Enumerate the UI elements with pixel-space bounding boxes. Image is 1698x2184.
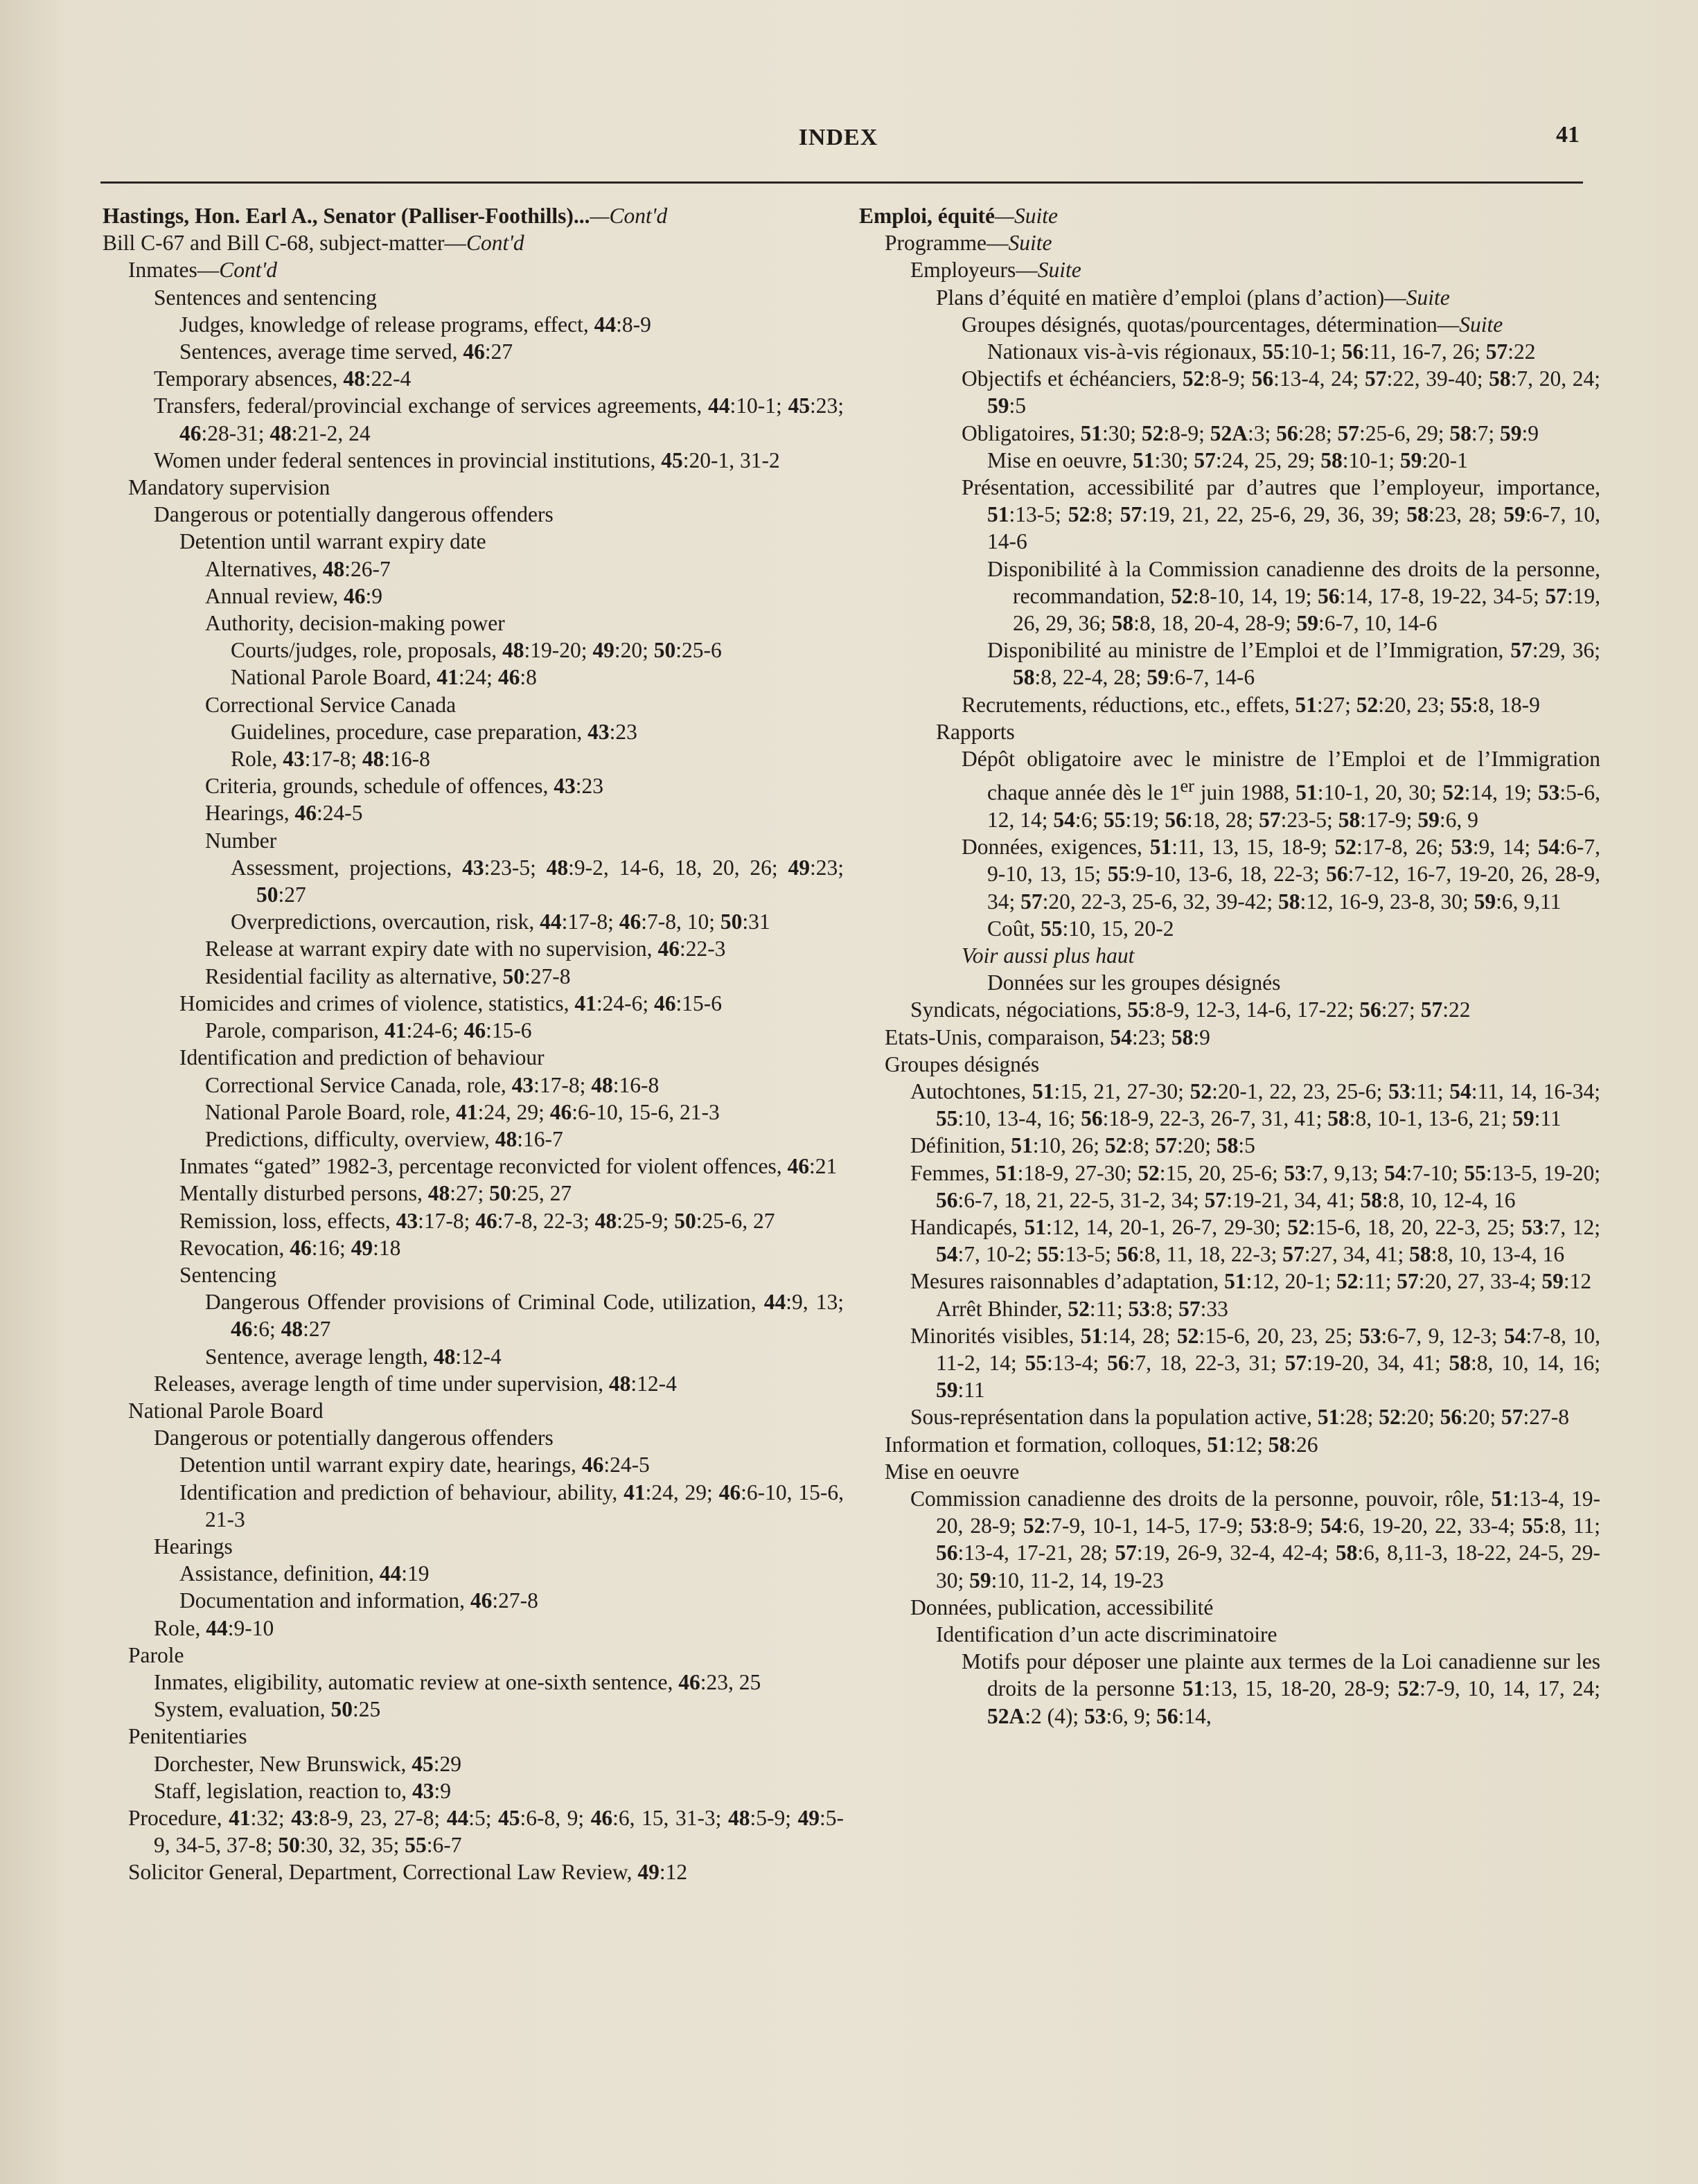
index-entry: Employeurs—Suite	[910, 258, 1081, 283]
index-entry: Définition, 51:10, 26; 52:8; 57:20; 58:5	[910, 1133, 1255, 1158]
index-entry: Autochtones, 51:15, 21, 27-30; 52:20-1, 22, 23, 25-6; 53:11; 54:11, 14, 16-34; 55:10, 13-4, 16; 56:18-9, 22-3, 26-7, 31, 41; 58:8, 10-1, 13-6, 21; 59:11	[910, 1079, 1600, 1131]
index-entry: Inmates, eligibility, automatic review at one-sixth sentence, 46:23, 25	[154, 1669, 761, 1694]
index-entry: Hearings	[154, 1534, 233, 1559]
index-column-left	[103, 202, 844, 1886]
index-entry: Residential facility as alternative, 50:27-8	[205, 964, 571, 988]
index-entry: Dorchester, New Brunswick, 45:29	[154, 1751, 462, 1776]
index-entry: Données, exigences, 51:11, 13, 15, 18-9; 52:17-8, 26; 53:9, 14; 54:6-7, 9-10, 13, 15; 55:9-10, 13-6, 18, 22-3; 56:7-12, 16-7, 19-20, 26, 28-9, 34; 57:20, 22-3, 25-6, 32, 39-42; 58:12, 16-9, 23-8, 30; 59:6, 9,11	[962, 835, 1601, 914]
index-entry: Revocation, 46:16; 49:18	[179, 1235, 401, 1260]
index-entry: Présentation, accessibilité par d’autres que l’employeur, importance, 51:13-5; 52:8; 57:19, 21, 22, 25-6, 29, 36, 39; 58:23, 28; 59:6-7, 10, 14-6	[962, 475, 1600, 554]
page-number: 41	[1556, 122, 1580, 148]
index-entry: Authority, decision-making power	[205, 611, 505, 636]
index-entry: Women under federal sentences in provincial institutions, 45:20-1, 31-2	[154, 447, 780, 472]
index-entry: Mise en oeuvre	[885, 1459, 1020, 1484]
index-entry: System, evaluation, 50:25	[154, 1697, 381, 1722]
index-entry: Dangerous Offender provisions of Criminal Code, utilization, 44:9, 13; 46:6; 48:27	[205, 1290, 844, 1342]
index-entry: Disponibilité à la Commission canadienne des droits de la personne, recommandation, 52:8-10, 14, 19; 56:14, 17-8, 19-22, 34-5; 57:19, 26, 29, 36; 58:8, 18, 20-4, 28-9; 59:6-7, 10, 14-6	[987, 556, 1600, 636]
index-entry: Alternatives, 48:26-7	[205, 556, 391, 581]
index-entry: Etats-Unis, comparaison, 54:23; 58:9	[885, 1024, 1210, 1049]
index-entry: Predictions, difficulty, overview, 48:16-7	[205, 1126, 563, 1151]
index-entry: Identification d’un acte discriminatoire	[936, 1622, 1277, 1647]
index-entry: Correctional Service Canada	[205, 692, 457, 717]
index-entry: Bill C-67 and Bill C-68, subject-matter—Cont'd	[103, 231, 524, 256]
index-entry: Identification and prediction of behaviour	[179, 1045, 545, 1070]
index-heading: Hastings, Hon. Earl A., Senator (Palliser-Foothills)...—Cont'd	[103, 204, 668, 228]
index-entry: Coût, 55:10, 15, 20-2	[987, 916, 1174, 941]
index-entry: Syndicats, négociations, 55:8-9, 12-3, 14-6, 17-22; 56:27; 57:22	[910, 997, 1471, 1022]
page-title: INDEX	[798, 125, 878, 150]
index-entry: Temporary absences, 48:22-4	[154, 366, 412, 391]
index-entry: Documentation and information, 46:27-8	[179, 1588, 538, 1613]
index-entry: Information et formation, colloques, 51:12; 58:26	[885, 1432, 1318, 1457]
index-entry: Objectifs et échéanciers, 52:8-9; 56:13-4, 24; 57:22, 39-40; 58:7, 20, 24; 59:5	[962, 366, 1600, 418]
index-entry: Releases, average length of time under supervision, 48:12-4	[154, 1371, 677, 1396]
index-entry: Groupes désignés, quotas/pourcentages, détermination—Suite	[962, 312, 1503, 337]
index-entry: Motifs pour déposer une plainte aux termes de la Loi canadienne sur les droits de la personne 51:13, 15, 18-20, 28-9; 52:7-9, 10, 14, 17, 24; 52A:2 (4); 53:6, 9; 56:14,	[962, 1649, 1600, 1728]
index-entry: Remission, loss, effects, 43:17-8; 46:7-8, 22-3; 48:25-9; 50:25-6, 27	[179, 1208, 775, 1233]
index-entry: Staff, legislation, reaction to, 43:9	[154, 1778, 451, 1803]
index-entry: Nationaux vis-à-vis régionaux, 55:10-1; 56:11, 16-7, 26; 57:22	[987, 339, 1536, 364]
index-entry: Criteria, grounds, schedule of offences, 43:23	[205, 774, 604, 799]
index-entry: Mentally disturbed persons, 48:27; 50:25, 27	[179, 1181, 572, 1206]
index-entry: Plans d’équité en matière d’emploi (plans d’action)—Suite	[936, 285, 1450, 310]
index-entry: Handicapés, 51:12, 14, 20-1, 26-7, 29-30; 52:15-6, 18, 20, 22-3, 25; 53:7, 12; 54:7, 10-2; 55:13-5; 56:8, 11, 18, 22-3; 57:27, 34, 41; 58:8, 10, 13-4, 16	[910, 1215, 1600, 1267]
index-entry: Annual review, 46:9	[205, 583, 383, 608]
index-column-right	[859, 202, 1600, 1730]
index-entry: Number	[205, 828, 277, 853]
index-entry: Dépôt obligatoire avec le ministre de l’Emploi et de l’Immigration chaque année dès le 1er juin 1988, 51:10-1, 20, 30; 52:14, 19; 53:5-6, 12, 14; 54:6; 55:19; 56:18, 28; 57:23-5; 58:17-9; 59:6, 9	[962, 747, 1600, 832]
index-entry: Detention until warrant expiry date	[179, 529, 486, 554]
index-entry: Inmates—Cont'd	[128, 258, 277, 283]
index-entry: Assistance, definition, 44:19	[179, 1561, 430, 1586]
index-entry: Role, 43:17-8; 48:16-8	[231, 747, 430, 772]
index-entry: Judges, knowledge of release programs, effect, 44:8-9	[179, 312, 651, 337]
index-entry: Overpredictions, overcaution, risk, 44:17-8; 46:7-8, 10; 50:31	[231, 909, 770, 934]
index-entry: Identification and prediction of behaviour, ability, 41:24, 29; 46:6-10, 15-6, 21-3	[179, 1480, 844, 1532]
index-entry: Transfers, federal/provincial exchange of services agreements, 44:10-1; 45:23; 46:28-31; 48:21-2, 24	[154, 393, 844, 445]
index-entry: Mandatory supervision	[128, 475, 330, 500]
index-entry: Voir aussi plus haut	[962, 943, 1135, 968]
index-entry: Dangerous or potentially dangerous offenders	[154, 502, 554, 527]
index-entry: Données, publication, accessibilité	[910, 1595, 1214, 1619]
index-entry: Assessment, projections, 43:23-5; 48:9-2, 14-6, 18, 20, 26; 49:23; 50:27	[231, 855, 844, 907]
index-entry: Release at warrant expiry date with no supervision, 46:22-3	[205, 936, 726, 961]
index-entry: Penitentiaries	[128, 1724, 247, 1749]
index-entry: Correctional Service Canada, role, 43:17-8; 48:16-8	[205, 1072, 660, 1097]
index-entry: National Parole Board	[128, 1398, 324, 1423]
index-entry: Commission canadienne des droits de la personne, pouvoir, rôle, 51:13-4, 19-20, 28-9; 52:7-9, 10-1, 14-5, 17-9; 53:8-9; 54:6, 19-20, 22, 33-4; 55:8, 11; 56:13-4, 17-21, 28; 57:19, 26-9, 32-4, 42-4; 58:6, 8,11-3, 18-22, 24-5, 29-30; 59:10, 11-2, 14, 19-23	[910, 1486, 1600, 1592]
index-heading: Emploi, équité—Suite	[859, 204, 1059, 228]
index-entry: Minorités visibles, 51:14, 28; 52:15-6, 20, 23, 25; 53:6-7, 9, 12-3; 54:7-8, 10, 11-2, 14; 55:13-4; 56:7, 18, 22-3, 31; 57:19-20, 34, 41; 58:8, 10, 14, 16; 59:11	[910, 1323, 1601, 1403]
index-entry: Mesures raisonnables d’adaptation, 51:12, 20-1; 52:11; 57:20, 27, 33-4; 59:12	[910, 1269, 1592, 1294]
index-entry: Parole, comparison, 41:24-6; 46:15-6	[205, 1018, 532, 1043]
index-entry: Sous-représentation dans la population active, 51:28; 52:20; 56:20; 57:27-8	[910, 1405, 1570, 1430]
index-entry: Obligatoires, 51:30; 52:8-9; 52A:3; 56:28; 57:25-6, 29; 58:7; 59:9	[962, 420, 1539, 445]
index-entry: Groupes désignés	[885, 1051, 1040, 1076]
index-entry: Guidelines, procedure, case preparation, 43:23	[231, 719, 637, 744]
index-entry: Sentences and sentencing	[154, 285, 377, 310]
index-entry: Sentencing	[179, 1262, 276, 1287]
index-entry: Sentences, average time served, 46:27	[179, 339, 513, 364]
index-entry: Arrêt Bhinder, 52:11; 53:8; 57:33	[936, 1296, 1228, 1321]
index-entry: Inmates “gated” 1982-3, percentage reconvicted for violent offences, 46:21	[179, 1154, 838, 1179]
index-entry: Detention until warrant expiry date, hearings, 46:24-5	[179, 1453, 650, 1477]
index-entry: Procedure, 41:32; 43:8-9, 23, 27-8; 44:5; 45:6-8, 9; 46:6, 15, 31-3; 48:5-9; 49:5-9, 34-5, 37-8; 50:30, 32, 35; 55:6-7	[128, 1805, 844, 1858]
index-entry: Rapports	[936, 719, 1015, 744]
index-entry: Solicitor General, Department, Correctional Law Review, 49:12	[128, 1860, 688, 1885]
index-entry: National Parole Board, role, 41:24, 29; 46:6-10, 15-6, 21-3	[205, 1099, 720, 1124]
index-entry: Mise en oeuvre, 51:30; 57:24, 25, 29; 58:10-1; 59:20-1	[987, 447, 1468, 472]
index-entry: Recrutements, réductions, etc., effets, 51:27; 52:20, 23; 55:8, 18-9	[962, 692, 1540, 717]
index-entry: Role, 44:9-10	[154, 1615, 274, 1640]
index-entry: Données sur les groupes désignés	[987, 970, 1281, 995]
index-entry: Sentence, average length, 48:12-4	[205, 1344, 502, 1369]
index-entry: Courts/judges, role, proposals, 48:19-20; 49:20; 50:25-6	[231, 638, 722, 663]
index-entry: National Parole Board, 41:24; 46:8	[231, 665, 537, 690]
index-entry: Programme—Suite	[885, 231, 1052, 256]
index-entry: Disponibilité au ministre de l’Emploi et de l’Immigration, 57:29, 36; 58:8, 22-4, 28; 59:6-7, 14-6	[987, 638, 1600, 690]
header-rule	[100, 181, 1583, 184]
index-entry: Homicides and crimes of violence, statistics, 41:24-6; 46:15-6	[179, 991, 722, 1015]
index-entry: Hearings, 46:24-5	[205, 801, 363, 826]
index-entry: Parole	[128, 1642, 184, 1667]
index-entry: Femmes, 51:18-9, 27-30; 52:15, 20, 25-6; 53:7, 9,13; 54:7-10; 55:13-5, 19-20; 56:6-7, 18, 21, 22-5, 31-2, 34; 57:19-21, 34, 41; 58:8, 10, 12-4, 16	[910, 1160, 1601, 1212]
index-entry: Dangerous or potentially dangerous offenders	[154, 1426, 554, 1450]
